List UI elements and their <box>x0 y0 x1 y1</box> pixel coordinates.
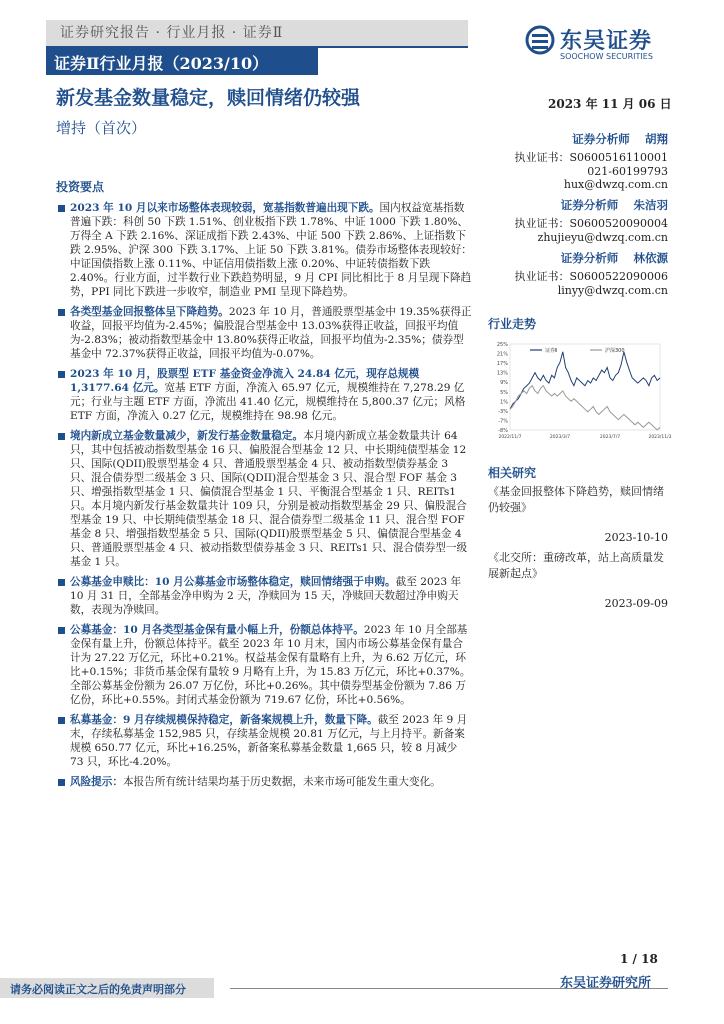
trend-title: 行业走势 <box>488 317 537 331</box>
bullet-body: 截至 2023 年 9 月末，存续私募基金 152,985 只，存续基金规模 20.81 万亿元，与上月持平。新备案规模 650.77 亿元，环比+16.25%，新备案私募基金数量 1,665 只，较 8 月减少 73 只，环比-4.20%。 <box>70 714 468 768</box>
related-date: 2023-10-10 <box>604 531 668 544</box>
report-date: 2023 年 11 月 06 日 <box>548 97 672 111</box>
related-item[interactable]: 《基金回报整体下降趋势，赎回情绪仍较强》 <box>488 485 664 514</box>
analyst-block <box>498 128 668 297</box>
y-tick-label: 13% <box>496 370 508 377</box>
summary-bullet <box>56 713 472 769</box>
series-line <box>510 386 660 430</box>
y-tick-label: -3% <box>498 408 508 415</box>
summary-bullet <box>56 305 472 361</box>
summary-bullet <box>56 429 472 569</box>
legend-label: 沪深300 <box>605 348 625 354</box>
analyst-email[interactable]: linyy@dwzq.com.cn <box>557 284 668 297</box>
bullet-heading: 公募基金：10 月各类型基金保有量小幅上升，份额总体持平。 <box>70 624 364 636</box>
related-title: 相关研究 <box>488 466 537 480</box>
summary-title: 投资要点 <box>56 180 105 194</box>
bullet-square-icon <box>58 309 65 316</box>
analyst-email[interactable]: hux@dwzq.com.cn <box>563 178 668 191</box>
summary-bullet <box>56 575 472 617</box>
analyst-title: 证券分析师 <box>560 251 619 265</box>
y-tick-label: 21% <box>496 351 508 358</box>
analyst-name: 林依源 <box>633 251 668 265</box>
analyst-2-heading <box>498 194 668 213</box>
bullet-body: 国内权益宽基指数普遍下跌：科创 50 下跌 1.51%、创业板指下跌 1.78%、中证 1000 下跌 1.80%、万得全 A 下跌 2.16%、深证成指下跌 2.43%、中证 500 下跌 2.86%、上证指数下跌 2.95%、沪深 300 下跌 3.17%、上证 50 下跌 3.81%。债券市场整体表现较好：中证国债指数上涨 0.11%、中证信用债指数上涨 0.20%、中证转债指数下跌 2.40%。行业方面，过半数行业下跌趋势明显，9 月 CPI 同比相比于 8 月呈现下降趋势，PPI 同比下跌进一步收窄，制造业 PMI 呈现下降趋势。 <box>70 202 472 298</box>
y-tick-label: 17% <box>496 361 508 368</box>
bullet-square-icon <box>58 205 65 212</box>
bullet-square-icon <box>58 779 65 786</box>
rating: 增持（首次） <box>56 119 147 137</box>
related-list <box>488 484 668 612</box>
y-tick-label: 1% <box>500 399 508 406</box>
bullet-square-icon <box>58 371 65 378</box>
bullet-body: 截至 2023 年 10 月 31 日，全部基金净申购为 2 天，净赎回为 15 天，净赎回天数超过净申购天数，表现为净赎回。 <box>70 576 462 616</box>
analyst-phone: 021-60199793 <box>587 165 668 178</box>
summary-bullet <box>56 367 472 423</box>
summary-bullet <box>56 623 472 707</box>
analyst-name: 朱洁羽 <box>633 198 668 212</box>
series-line <box>510 352 660 409</box>
bullet-body: 2023 年 10 月全部基金保有量上升，份额总体持平。截至 2023 年 10 月末，国内市场公募基金保有量合计为 27.22 万亿元，环比+0.21%。权益基金保有量略有上升，为 6.62 万亿元，环比+0.15%；非货币基金保有量较 9 月略有上升，为 15.83 万亿元，环比+0.37%。全部公募基金份额为 26.07 万亿份，环比+0.26%。其中债券型基金份额为 7.86 万亿份，环比+0.55%。封闭式基金份额为 719.67 亿份，环比+0.56%。 <box>70 624 471 706</box>
bullet-heading: 私募基金：9 月存续规模保持稳定，新备案规模上升，数量下降。 <box>70 714 378 726</box>
bullet-heading: 2023 年 10 月以来市场整体表现较弱，宽基指数普遍出现下跌。 <box>70 202 380 214</box>
x-tick-label: 2022/11/7 <box>498 435 522 440</box>
analyst-cert: 执业证书：S0600520090004 <box>514 217 668 230</box>
bullet-heading: 境内新成立基金数量减少，新发行基金数量稳定。 <box>70 430 304 442</box>
analyst-1-heading <box>498 128 668 147</box>
legend-label: 证券Ⅱ <box>545 348 558 354</box>
bullet-heading: 各类型基金回报整体呈下降趋势。 <box>70 306 229 318</box>
page-number: 1 / 18 <box>620 952 658 966</box>
industry-trend-chart <box>488 336 672 446</box>
footer-disclaimer: 请务必阅读正文之后的免责声明部分 <box>10 983 186 996</box>
analyst-title: 证券分析师 <box>560 198 619 212</box>
related-item[interactable]: 《北交所：重磅改革，站上高质量发展新起点》 <box>488 551 664 580</box>
analyst-title: 证券分析师 <box>572 132 630 146</box>
analyst-cert: 执业证书：S0600522090006 <box>514 270 668 283</box>
related-date: 2023-09-09 <box>604 597 668 610</box>
bullet-body: 本报告所有统计结果均基于历史数据，未来市场可能发生重大变化。 <box>122 776 441 788</box>
y-tick-label: 5% <box>500 389 508 396</box>
x-tick-label: 2023/7/7 <box>599 435 621 440</box>
bullet-square-icon <box>58 627 65 634</box>
analyst-3-heading <box>498 247 668 266</box>
y-tick-label: -8% <box>498 428 508 434</box>
report-title: 证券Ⅱ行业月报（2023/10） <box>54 54 269 73</box>
y-tick-label: 9% <box>500 380 508 387</box>
summary-bullets <box>56 201 472 789</box>
summary-bullet <box>56 201 472 299</box>
report-category: 证券研究报告 · 行业月报 · 证券Ⅱ <box>60 25 284 41</box>
logo-text-en: SOOCHOW SECURITIES <box>560 52 653 61</box>
analyst-email[interactable]: zhujieyu@dwzq.com.cn <box>537 231 668 244</box>
y-tick-label: -7% <box>498 418 508 425</box>
investment-summary <box>56 178 472 795</box>
logo-text-cn: 东吴证券 <box>560 29 653 54</box>
x-tick-label: 2023/3/7 <box>549 435 571 440</box>
bullet-square-icon <box>58 579 65 586</box>
bullet-body: 宽基 ETF 方面，净流入 65.97 亿元，规模维持在 7,278.29 亿元；行业与主题 ETF 方面，净流出 41.40 亿元，规模维持在 5,800.37 亿元；风格 ETF 方面，净流入 0.27 亿元，规模维持在 98.98 亿元。 <box>70 382 466 422</box>
bullet-body: 2023 年 10 月，普通股票型基金中 19.35%获得正收益，回报平均值为-2.45%；偏股混合型基金中 13.03%获得正收益，回报平均值为-2.83%；被动指数型基金中 13.80%获得正收益，回报平均值为-2.35%；债券型基金中 72.37%获得正收益，回报平均值为-0.07%。 <box>70 306 472 360</box>
bullet-heading: 公募基金申赎比：10 月公募基金市场整体稳定，赎回情绪强于申购。 <box>70 576 396 588</box>
bullet-square-icon <box>58 433 65 440</box>
analyst-cert: 执业证书：S0600516110001 <box>514 151 668 164</box>
bullet-heading: 风险提示： <box>70 776 123 788</box>
bullet-heading: 2023 年 10 月，股票型 ETF 基金资金净流入 24.84 亿元，现存总规模 1,3177.64 亿元。 <box>70 368 420 394</box>
footer-brand: 东吴证券研究所 <box>560 976 652 991</box>
report-headline: 新发基金数量稳定，赎回情绪仍较强 <box>56 87 361 109</box>
bullet-body: 本月境内新成立基金数量共计 64 只，其中包括被动指数型基金 16 只、偏股混合型基金 12 只、中长期纯债型基金 12 只、国际(QDII)股票型基金 4 只、普通股票型基金 4 只、被动指数型债券基金 3 只、混合债券型二级基金 3 只、国际(QDII)混合型基金 3 只、混合型 FOF 基金 3 只、增强指数型基金 1 只、偏债混合型基金 1 只、平衡混合型基金 1 只、REITs1 只。本月境内新发行基金数量共计 109 只，分别是被动指数型基金 29 只、偏股混合型基金 19 只、中长期纯债型基金 18 只、混合债券型二级基金 11 只、混合型 FOF 基金 8 只、增强指数型基金 5 只、国际(QDII)股票型基金 5 只、偏债混合型基金 4 只、普通股票型基金 4 只、被动指数型债券基金 3 只、REITs1 只、混合债券型一级基金 1 只。 <box>70 430 468 568</box>
bullet-square-icon <box>58 717 65 724</box>
summary-bullet <box>56 775 472 789</box>
analyst-name: 胡翔 <box>645 132 668 146</box>
y-tick-label: 25% <box>496 342 508 348</box>
x-tick-label: 2023/11/3 <box>648 435 672 440</box>
